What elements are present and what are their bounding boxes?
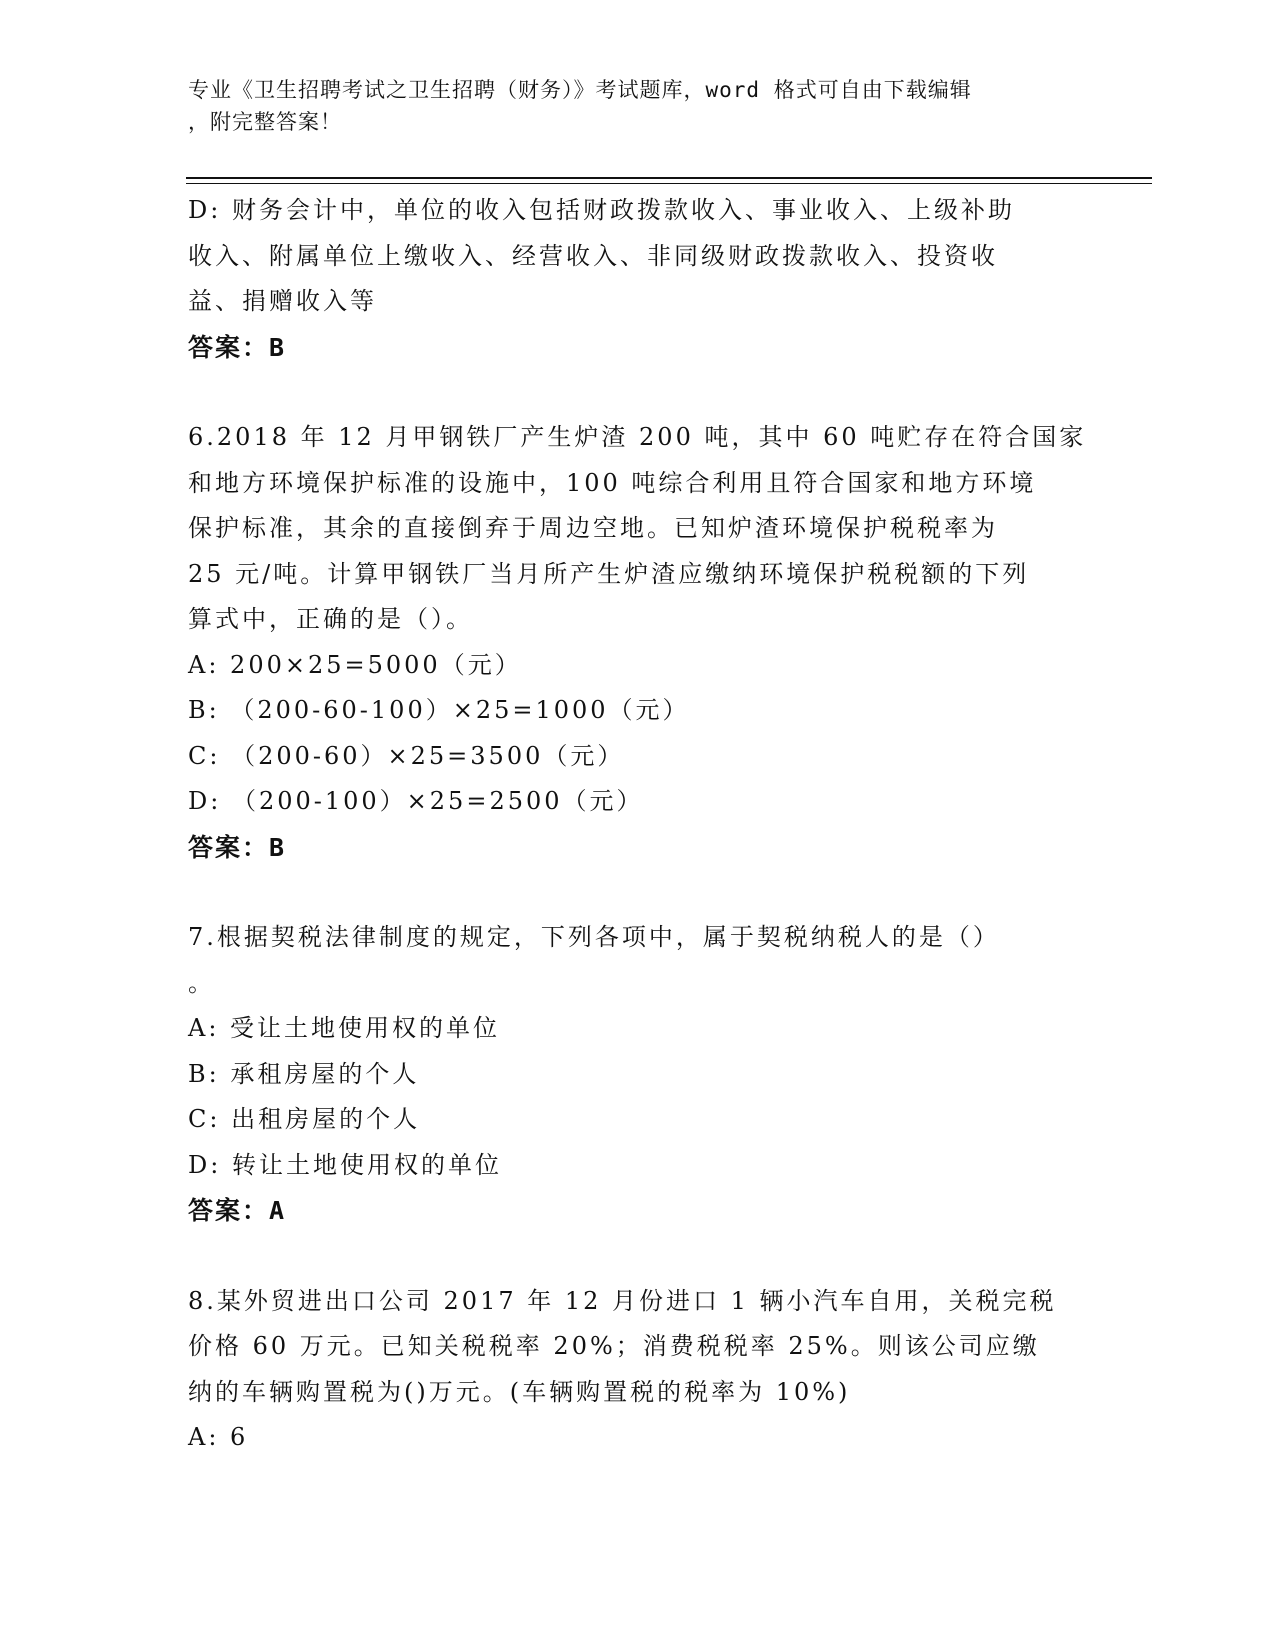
header-divider-thick — [186, 177, 1152, 179]
document-body — [188, 188, 1088, 1461]
spacer — [188, 870, 1088, 915]
question-5-tail — [188, 188, 1088, 370]
option-a: A: 6 — [188, 1423, 249, 1451]
spacer — [188, 1234, 1088, 1279]
header-line-1: 专业《卫生招聘考试之卫生招聘（财务）》考试题库，word 格式可自由下载编辑 — [188, 78, 972, 102]
question-text-line: 和地方环境保护标准的设施中，100 吨综合利用且符合国家和地方环境 — [188, 468, 1037, 497]
option-d: D: （200-100）×25=2500（元） — [188, 787, 644, 815]
question-text-line: 25 元/吨。计算甲钢铁厂当月所产生炉渣应缴纳环境保护税税额的下列 — [188, 559, 1030, 588]
option-c: C: 出租房屋的个人 — [188, 1105, 421, 1133]
question-text-line: 算式中，正确的是（）。 — [188, 605, 473, 633]
header-divider-thin — [186, 183, 1152, 184]
option-line: 益、捐赠收入等 — [188, 287, 377, 315]
question-text-line: 保护标准，其余的直接倒弃于周边空地。已知炉渣环境保护税税率为 — [188, 514, 998, 542]
question-6 — [188, 415, 1088, 870]
option-b: B: 承租房屋的个人 — [188, 1059, 420, 1088]
question-8 — [188, 1279, 1088, 1461]
question-7 — [188, 915, 1088, 1234]
answer-label: 答案：A — [188, 1196, 287, 1225]
document-header — [188, 74, 1068, 138]
option-d: D: 转让土地使用权的单位 — [188, 1150, 502, 1179]
option-a: A: 200×25=5000（元） — [188, 650, 522, 679]
option-a: A: 受让土地使用权的单位 — [188, 1014, 501, 1042]
option-c: C: （200-60）×25=3500（元） — [188, 741, 625, 770]
question-text-line: 6.2018 年 12 月甲钢铁厂产生炉渣 200 吨，其中 60 吨贮存在符合国家 — [188, 423, 1087, 451]
question-text-line: 。 — [188, 968, 215, 997]
answer-label: 答案：B — [188, 332, 287, 362]
spacer — [188, 370, 1088, 415]
question-text-line: 7.根据契税法律制度的规定，下列各项中，属于契税纳税人的是（） — [188, 923, 1000, 951]
option-line: D: 财务会计中，单位的收入包括财政拨款收入、事业收入、上级补助 — [188, 196, 1015, 224]
header-line-2: ，附完整答案！ — [188, 110, 342, 134]
option-line: 收入、附属单位上缴收入、经营收入、非同级财政拨款收入、投资收 — [188, 241, 998, 270]
question-text-line: 8.某外贸进出口公司 2017 年 12 月份进口 1 辆小汽车自用，关税完税 — [188, 1286, 1057, 1315]
question-text-line: 价格 60 万元。已知关税税率 20%；消费税税率 25%。则该公司应缴 — [188, 1332, 1040, 1360]
option-b: B: （200-60-100）×25=1000（元） — [188, 696, 690, 724]
answer-label: 答案：B — [188, 832, 287, 862]
question-text-line: 纳的车辆购置税为()万元。(车辆购置税的税率为 10%) — [188, 1377, 851, 1406]
